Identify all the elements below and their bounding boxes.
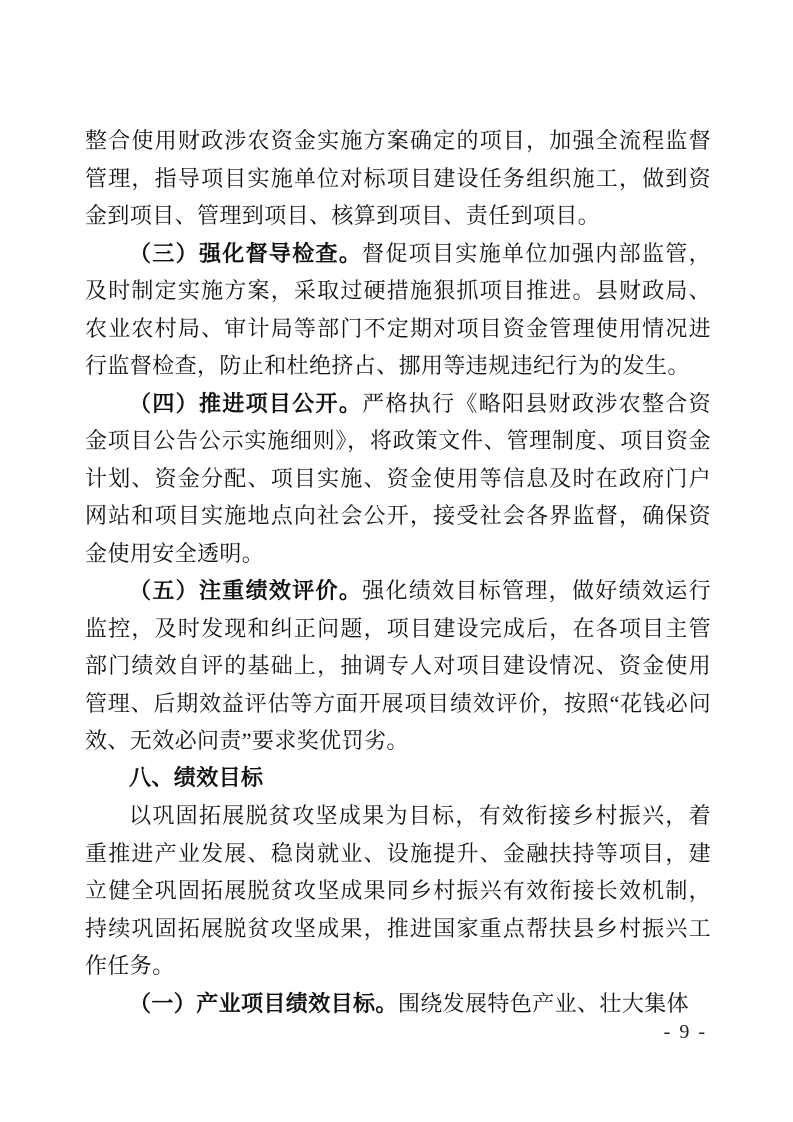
paragraph-text: 整合使用财政涉农资金实施方案确定的项目，加强全流程监督管理，指导项目实施单位对标项目建设任务组织施工，做到资金到项目、管理到项目、核算到项目、责任到项目。 [85,128,711,228]
paragraph-text: 强化绩效目标管理，做好绩效运行监控，及时发现和纠正问题，项目建设完成后，在各项目主管部门绩效自评的基础上，抽调专人对项目建设情况、资金使用管理、后期效益评估等方面开展项目绩效评价，按照“花钱必问效、无效必问责”要求奖优罚劣。 [85,578,711,753]
paragraph [85,235,711,385]
paragraph-text: 严格执行《略阳县财政涉农整合资金项目公告公示实施细则》，将政策文件、管理制度、项目资金计划、资金分配、项目实施、资金使用等信息及时在政府门户网站和项目实施地点向社会公开，接受社会各界监督，确保资金使用安全透明。 [85,390,711,566]
page-number: - 9 - [663,1021,707,1043]
paragraph [85,385,711,573]
paragraph-text: 围绕发展特色产业、壮大集体 [397,990,690,1016]
document-body [85,122,711,1022]
paragraph [85,797,711,985]
paragraph [85,122,711,235]
paragraph-text: 督促项目实施单位加强内部监管，及时制定实施方案，采取过硬措施狠抓项目推进。县财政局、农业农村局、审计局等部门不定期对项目资金管理使用情况进行监督检查，防止和杜绝挤占、挪用等违规违纪行为的发生。 [85,240,711,378]
paragraph-lead: （三）强化督导检查。 [129,240,363,266]
paragraph [85,572,711,760]
paragraph-lead: （五）注重绩效评价。 [129,578,363,603]
section-heading: 八、绩效目标 [129,765,264,791]
paragraph-text: 以巩固拓展脱贫攻坚成果为目标，有效衔接乡村振兴，着重推进产业发展、稳岗就业、设施提升、金融扶持等项目，建立健全巩固拓展脱贫攻坚成果同乡村振兴有效衔接长效机制，持续巩固拓展脱贫攻坚成果，推进国家重点帮扶县乡村振兴工作任务。 [85,803,711,978]
paragraph-lead: （一）产业项目绩效目标。 [129,990,398,1016]
paragraph-lead: （四）推进项目公开。 [129,390,363,416]
paragraph [85,985,711,1023]
